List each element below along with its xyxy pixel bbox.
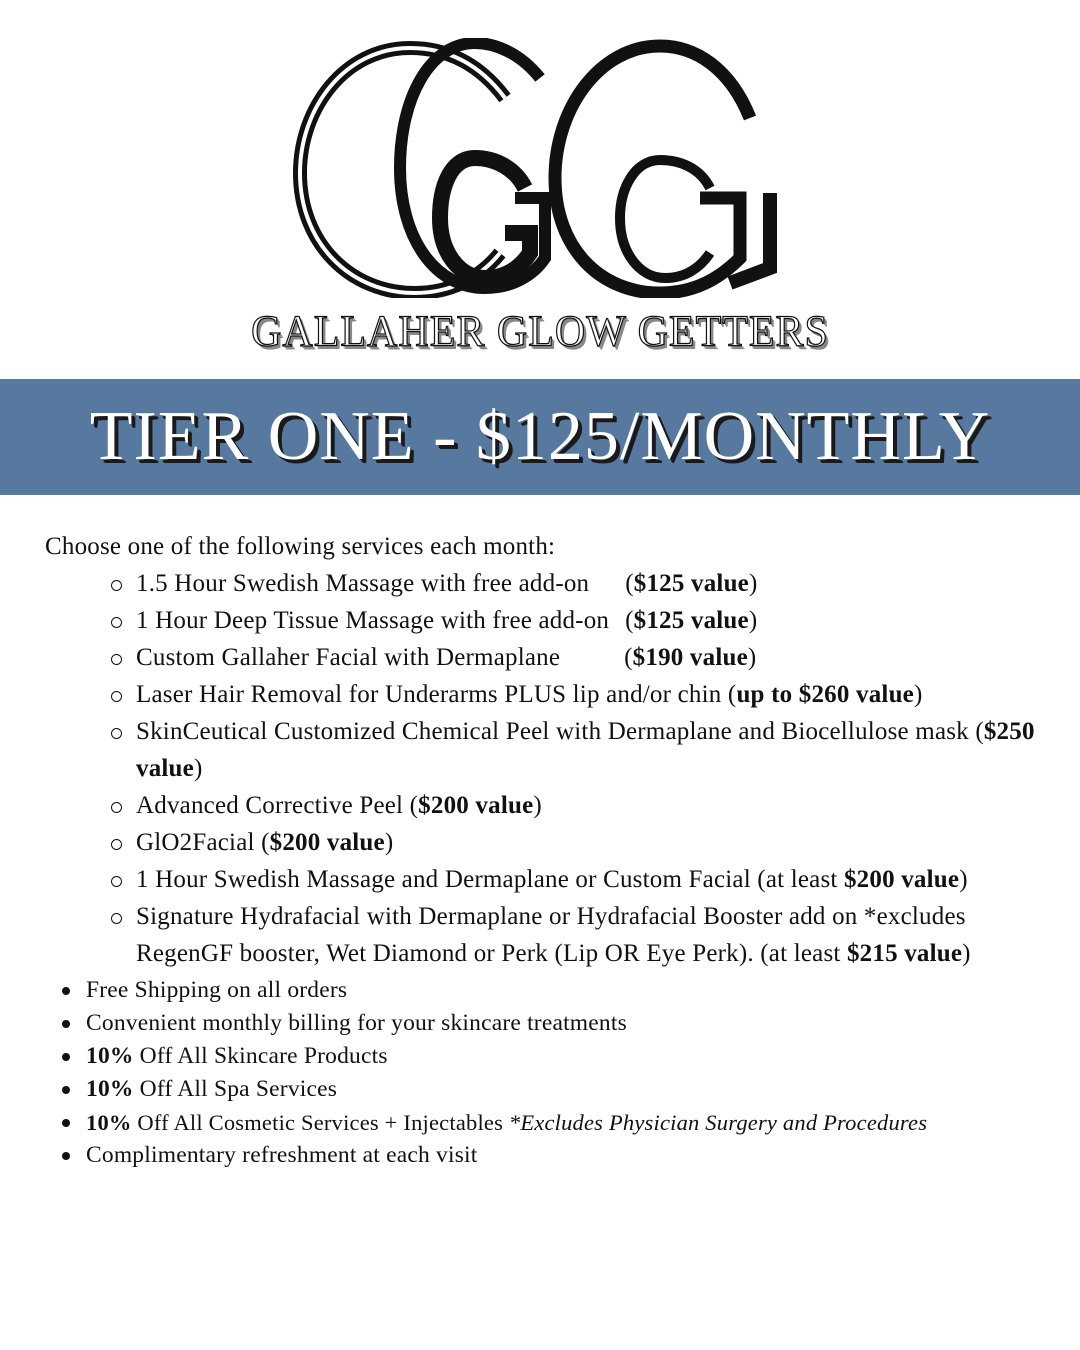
ggg-monogram-logo bbox=[290, 38, 790, 298]
circle-bullet-icon bbox=[111, 580, 122, 591]
circle-bullet-icon bbox=[111, 728, 122, 739]
list-item: SkinCeutical Customized Chemical Peel with Dermaplane and Biocellulose mask ($250 value) bbox=[136, 713, 1045, 787]
tier-title: TIER ONE - $125/MONTHLY bbox=[89, 398, 991, 475]
circle-bullet-icon bbox=[111, 913, 122, 924]
brand-name: GALLAHER GLOW GETTERS bbox=[251, 307, 829, 357]
circle-bullet-icon bbox=[111, 691, 122, 702]
circle-bullet-icon bbox=[111, 654, 122, 665]
list-item: Laser Hair Removal for Underarms PLUS lip and/or chin (up to $260 value) bbox=[136, 676, 1045, 713]
bullet-icon bbox=[62, 1086, 70, 1094]
list-item: GlO2Facial ($200 value) bbox=[136, 824, 1045, 861]
services-list bbox=[45, 565, 1045, 972]
list-item: 1 Hour Deep Tissue Massage with free add-on ($125 value) bbox=[136, 602, 1045, 639]
intro-text: Choose one of the following services each month: bbox=[45, 533, 556, 560]
bullet-icon bbox=[62, 1020, 70, 1028]
list-item: 10% Off All Spa Services bbox=[86, 1073, 1045, 1106]
list-item: Advanced Corrective Peel ($200 value) bbox=[136, 787, 1045, 824]
list-item: 1.5 Hour Swedish Massage with free add-on ($125 value) bbox=[136, 565, 1045, 602]
list-item: Free Shipping on all orders bbox=[86, 974, 1045, 1007]
list-item: Convenient monthly billing for your skincare treatments bbox=[86, 1007, 1045, 1040]
circle-bullet-icon bbox=[111, 617, 122, 628]
bullet-icon bbox=[62, 1053, 70, 1061]
perks-list bbox=[45, 974, 1045, 1172]
circle-bullet-icon bbox=[111, 802, 122, 813]
list-item: Complimentary refreshment at each visit bbox=[86, 1139, 1045, 1172]
bullet-icon bbox=[62, 1152, 70, 1160]
content bbox=[45, 528, 1045, 1172]
list-item: 10% Off All Skincare Products bbox=[86, 1040, 1045, 1073]
tier-banner bbox=[0, 379, 1080, 495]
bullet-icon bbox=[62, 1119, 70, 1127]
bullet-icon bbox=[62, 987, 70, 995]
list-item: Signature Hydrafacial with Dermaplane or Hydrafacial Booster add on *excludes RegenGF booster, Wet Diamond or Perk (Lip OR Eye Perk). (at least $215 value) bbox=[136, 898, 1045, 972]
circle-bullet-icon bbox=[111, 876, 122, 887]
list-item: 10% Off All Cosmetic Services + Injectables *Excludes Physician Surgery and Procedures bbox=[86, 1106, 1045, 1139]
list-item: 1 Hour Swedish Massage and Dermaplane or Custom Facial (at least $200 value) bbox=[136, 861, 1045, 898]
logo bbox=[0, 0, 1080, 380]
list-item: Custom Gallaher Facial with Dermaplane ($190 value) bbox=[136, 639, 1045, 676]
circle-bullet-icon bbox=[111, 839, 122, 850]
